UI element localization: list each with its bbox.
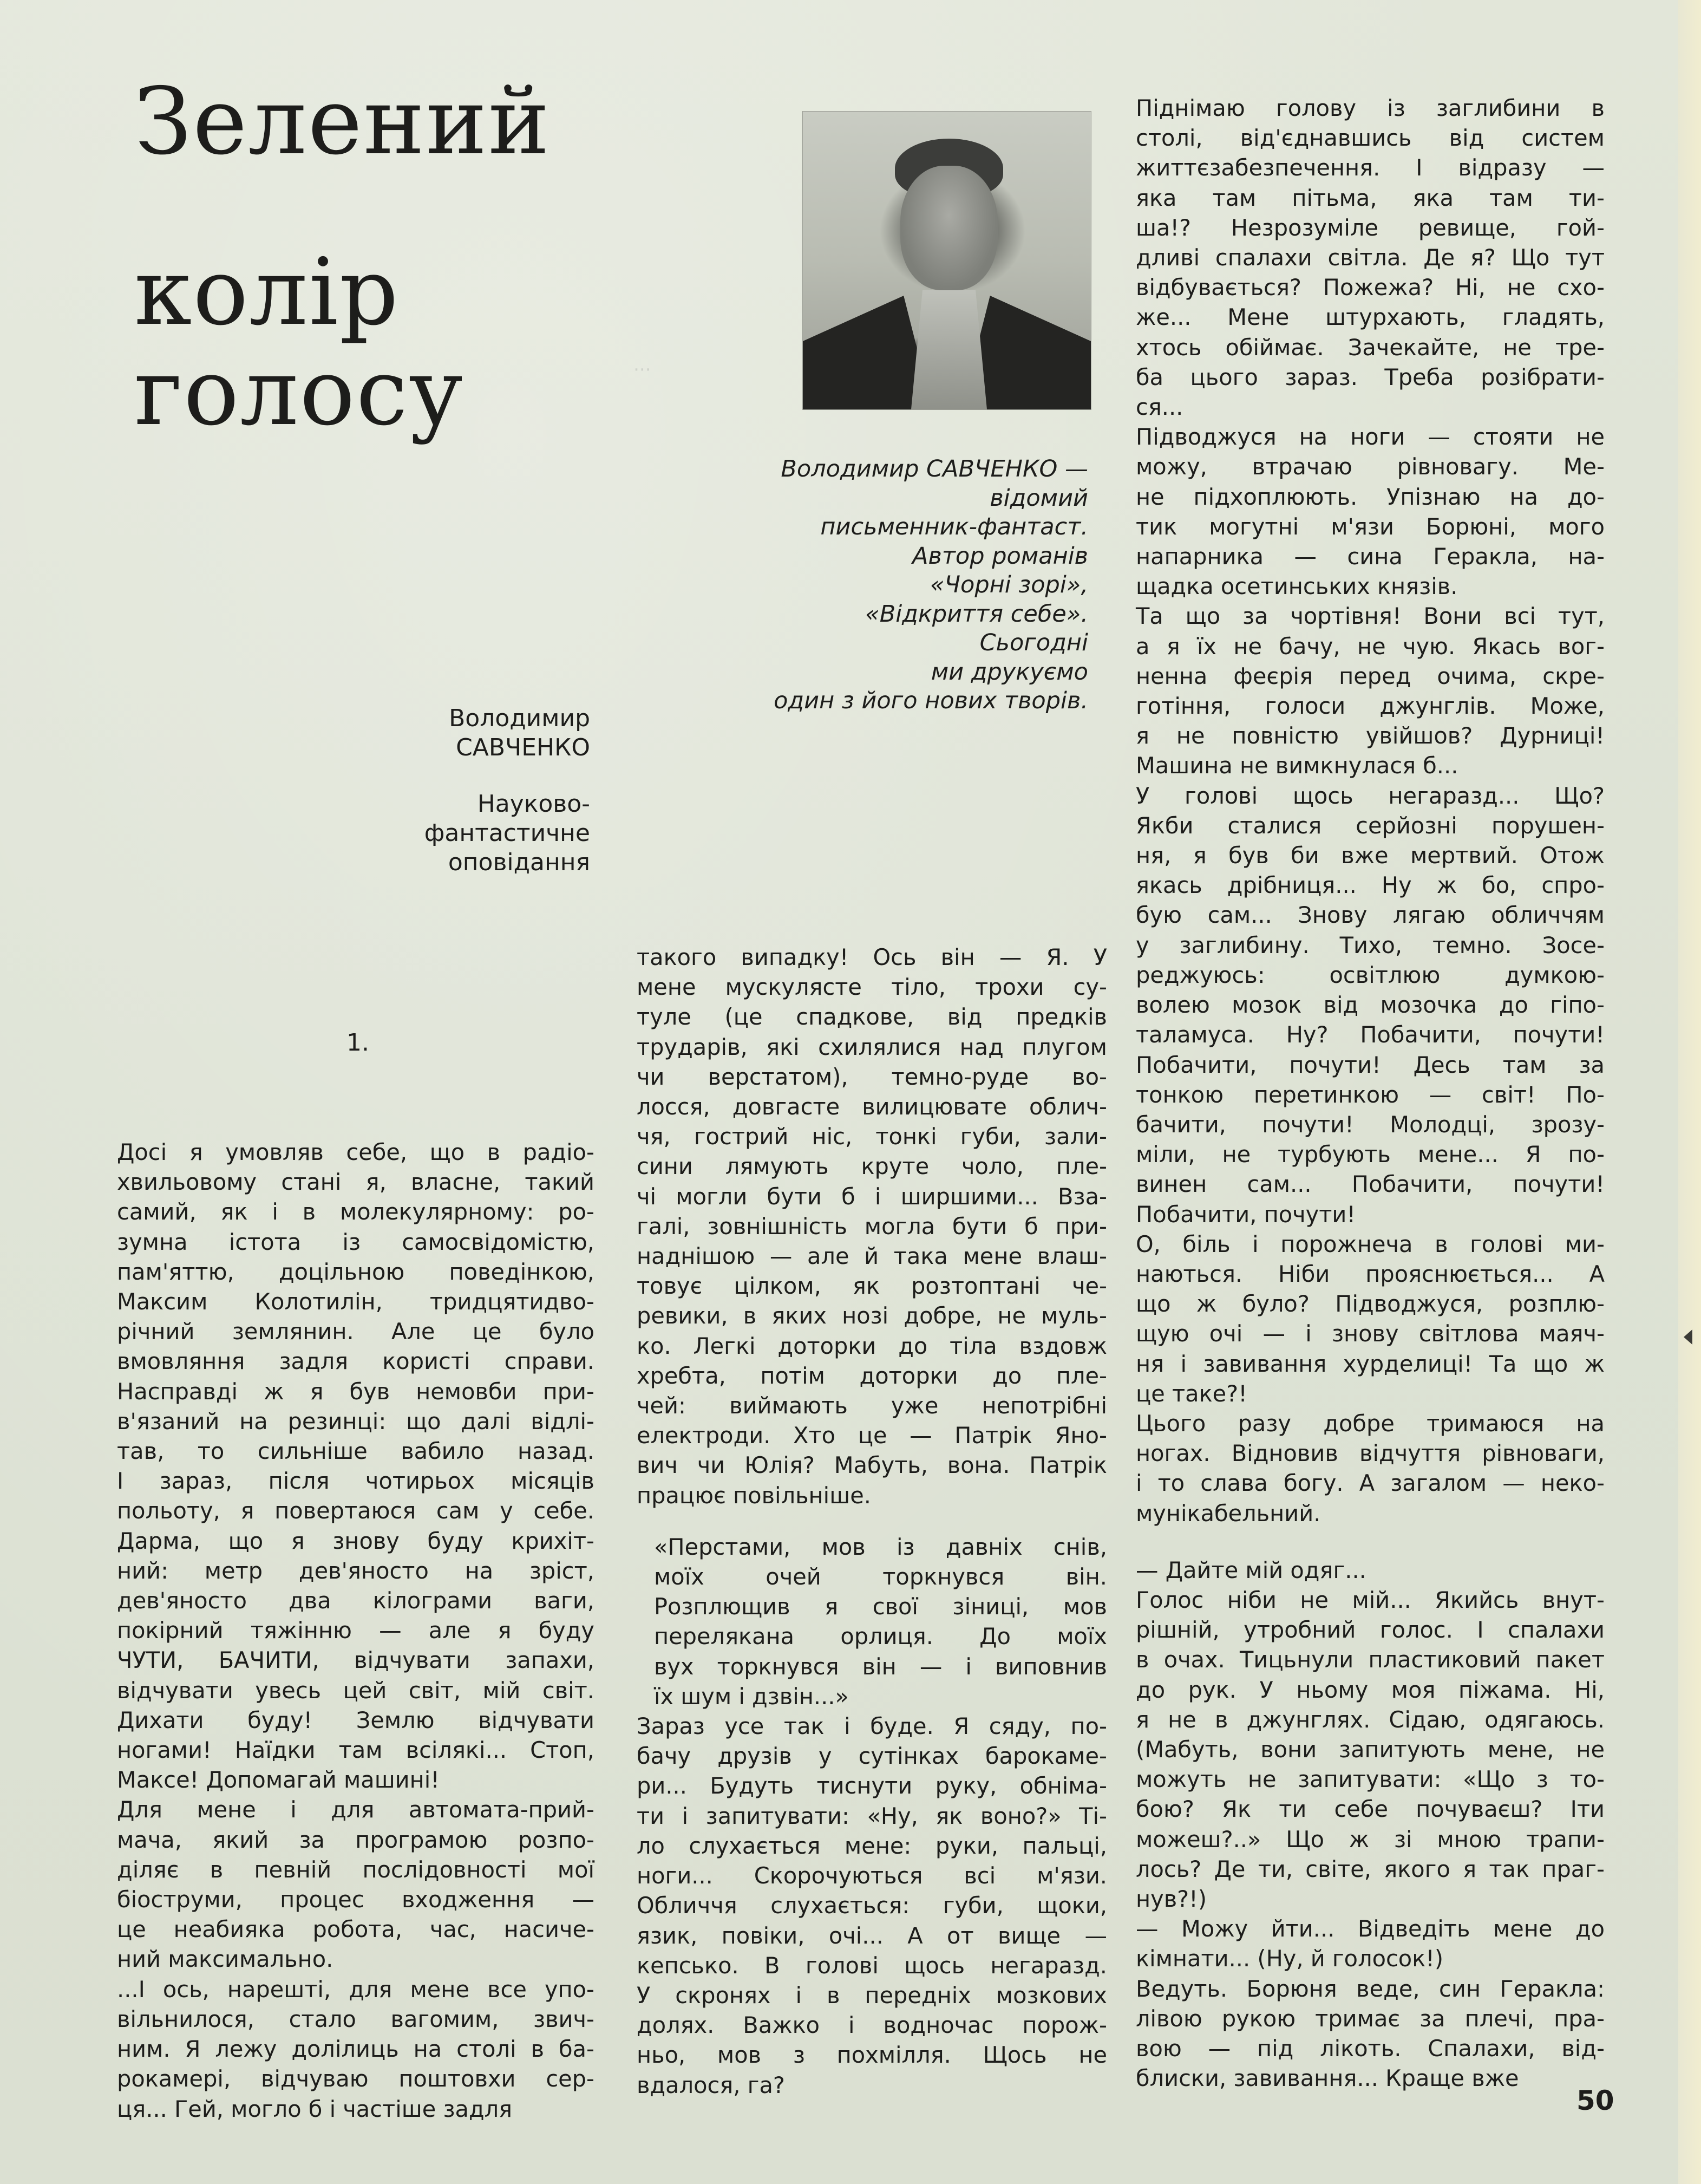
text-line: (Мабуть, вони запитують мене, не	[1136, 1736, 1605, 1763]
text-line: ти і запитувати: «Ну, як воно?» Ті-	[637, 1802, 1107, 1829]
text-line: не підхоплюють. Упізнаю на до-	[1136, 483, 1605, 510]
text-line: наднішою — але й така мене влаш-	[637, 1243, 1107, 1270]
photo-collar	[911, 290, 987, 409]
text-line: Дарма, що я знову буду крихіт-	[117, 1527, 594, 1554]
text-line: Зараз усе так і буде. Я сяду, по-	[637, 1713, 1107, 1740]
text-line: ревики, в яких нозі добре, не муль-	[637, 1302, 1107, 1329]
text-line: відчувати увесь цей світ, мій світ.	[117, 1677, 594, 1704]
text-line: долях. Важко і водночас порож-	[637, 2012, 1107, 2039]
caption-line: Автор романів	[912, 542, 1088, 570]
text-line: галі, зовнішність могла бути б при-	[637, 1212, 1107, 1240]
author-caption	[612, 455, 1088, 716]
text-line: ло слухається мене: руки, пальці,	[637, 1832, 1107, 1859]
text-line: ри... Будуть тиснути руку, обніма-	[637, 1772, 1107, 1800]
caption-line: письменник-фантаст.	[820, 513, 1088, 540]
text-line: пам'яттю, доцільною поведінкою,	[117, 1258, 594, 1285]
genre-line: Науково-фантастичне	[424, 790, 590, 847]
text-line: це неабияка робота, час, насиче-	[117, 1916, 594, 1943]
text-line: польоту, я повертаюся сам у себе.	[117, 1497, 594, 1524]
text-line: ЧУТИ, БАЧИТИ, відчувати запахи,	[117, 1647, 594, 1674]
text-line: Ведуть. Борюня веде, син Геракла:	[1136, 1975, 1605, 2002]
author-portrait-photo	[802, 111, 1091, 410]
text-line: ненна феєрія перед очима, скре-	[1136, 662, 1605, 689]
text-line: відбувається? Пожежа? Ні, не схо-	[1136, 274, 1605, 301]
text-line: можуть не запитувати: «Що з то-	[1136, 1766, 1605, 1793]
column-2-body	[637, 942, 1107, 1510]
text-line: ний: метр дев'яносто на зріст,	[117, 1557, 594, 1584]
text-line: волею мозок від мозочка до гіпо-	[1136, 992, 1605, 1019]
text-line: туле (це спадкове, від предків	[637, 1003, 1107, 1031]
text-line: Насправді ж я був немовби при-	[117, 1378, 594, 1405]
text-line: Обличчя слухається: губи, щоки,	[637, 1892, 1107, 1919]
text-line: Дихати буду! Землю відчувати	[117, 1706, 594, 1733]
text-line: річний землянин. Але це було	[117, 1318, 594, 1345]
column-3-body	[1136, 93, 1605, 1528]
text-line: У скронях і в передніх мозкових	[637, 1981, 1107, 2009]
text-line: такого випадку! Ось він — Я. У	[637, 944, 1107, 970]
column-3-body-continued	[1136, 1555, 1605, 2094]
text-line: рішній, утробний голос. І спалахи	[1136, 1616, 1605, 1644]
text-line: ня, я був би вже мертвий. Отож	[1136, 842, 1605, 869]
text-line: ша!? Незрозуміле ревище, гой-	[1136, 214, 1605, 241]
text-line: міли, не турбують мене... Я по-	[1136, 1141, 1605, 1168]
text-line: У голові щось негаразд... Що?	[1136, 782, 1605, 809]
text-line: чі могли бути б і ширшими... Вза-	[637, 1183, 1107, 1210]
caption-line: один з його нових творів.	[774, 687, 1088, 714]
photo-face	[900, 166, 998, 290]
text-line: кімнати... (Ну, й голосок!)	[1136, 1945, 1444, 1972]
caption-line: Сьогодні	[979, 629, 1088, 656]
text-line: щую очі — і знову світлова маяч-	[1136, 1320, 1605, 1347]
text-line: діляє в певній послідовності мої	[117, 1856, 594, 1883]
section-number: 1.	[346, 1029, 369, 1057]
text-line: блиски, завивання... Краще вже	[1136, 2065, 1519, 2092]
text-line: ...І ось, нарешті, для мене все упо-	[117, 1976, 594, 2003]
text-line: вух торкнувся він — і виповнив	[654, 1653, 1107, 1680]
text-line: — Можу йти... Відведіть мене до	[1136, 1915, 1605, 1942]
text-line: це таке?!	[1136, 1380, 1247, 1407]
text-line: же... Мене штурхають, гладять,	[1136, 304, 1605, 331]
text-line: чя, гострий ніс, тонкі губи, зали-	[637, 1123, 1107, 1150]
text-line: зумна істота із самосвідомістю,	[117, 1228, 594, 1255]
text-line: Для мене і для автомата-прий-	[117, 1796, 594, 1823]
text-line: Цього разу добре тримаюся на	[1136, 1410, 1605, 1437]
text-line: життєзабезпечення. І відразу —	[1136, 154, 1605, 181]
text-line: столі, від'єднавшись від систем	[1136, 125, 1605, 152]
text-line: ня і завивання хурделиці! Та що ж	[1136, 1350, 1605, 1377]
text-line: чей: виймають уже непотрібні	[637, 1392, 1107, 1419]
caption-line: відомий	[990, 484, 1088, 512]
text-line: ногах. Відновив відчуття рівноваги,	[1136, 1440, 1605, 1467]
text-line: язик, повіки, очі... А от вище —	[637, 1922, 1107, 1949]
text-line: їх шум і дзвін...»	[654, 1683, 849, 1710]
text-line: якась дрібниця... Ну ж бо, спро-	[1136, 872, 1605, 899]
text-line: вою — під лікоть. Спалахи, від-	[1136, 2035, 1605, 2062]
text-line: Голос ніби не мій... Якийсь внут-	[1136, 1586, 1605, 1613]
text-line: Якби сталися серйозні порушен-	[1136, 812, 1605, 839]
text-line: хтось обіймає. Зачекайте, не тре-	[1136, 334, 1605, 361]
text-line: що ж було? Підводжуся, розплю-	[1136, 1290, 1605, 1318]
text-line: «Перстами, мов із давніх снів,	[654, 1533, 1107, 1560]
text-line: тонкою перетинкою — світ! По-	[1136, 1081, 1605, 1108]
text-line: лосся, довгасте вилицювате облич-	[637, 1093, 1107, 1120]
text-line: наються. Ніби прояснюється... А	[1136, 1260, 1605, 1287]
text-line: ця... Гей, могло б і частіше задля	[117, 2095, 513, 2122]
spacer	[1136, 1528, 1605, 1555]
text-line: я не в джунглях. Сідаю, одягаюсь.	[1136, 1706, 1605, 1733]
caption-line: «Відкриття себе».	[865, 600, 1088, 628]
text-line: О, біль і порожнеча в голові ми-	[1136, 1230, 1605, 1257]
text-line: чи верстатом), темно-руде во-	[637, 1063, 1107, 1090]
text-line: Піднімаю голову із заглибини в	[1136, 95, 1605, 121]
text-line: моїх очей торкнувся він.	[654, 1563, 1107, 1590]
text-line: хвильовому стані я, власне, такий	[117, 1169, 594, 1196]
text-line: бою? Як ти себе почуваєш? Іти	[1136, 1796, 1605, 1823]
text-line: Підводжуся на ноги — стояти не	[1136, 423, 1605, 451]
caption-line: ми друкуємо	[931, 658, 1088, 686]
text-line: біоструми, процес входження —	[117, 1886, 594, 1913]
page-number: 50	[1576, 2085, 1614, 2116]
text-line: ньо, мов з похмілля. Щось не	[637, 2042, 1107, 2069]
text-line: електроди. Хто це — Патрік Яно-	[637, 1422, 1107, 1449]
text-line: Досі я умовляв себе, що в радіо-	[117, 1139, 594, 1165]
text-line: щадка осетинських князів.	[1136, 573, 1458, 600]
text-line: готіння, голоси джунглів. Може,	[1136, 693, 1605, 720]
text-line: вич чи Юлія? Мабуть, вона. Патрік	[637, 1452, 1107, 1479]
text-line: дливі спалахи світла. Де я? Що тут	[1136, 244, 1605, 271]
page-edge	[1678, 0, 1701, 2184]
margin-arrow-icon	[1684, 1329, 1692, 1345]
text-column-3	[1136, 93, 1605, 2093]
text-line: таламуса. Ну? Побачити, почути!	[1136, 1021, 1605, 1048]
text-line: ний максимально.	[117, 1946, 333, 1973]
text-line: нув?!)	[1136, 1885, 1207, 1912]
author-last-name: САВЧЕНКО	[456, 734, 590, 761]
text-line: самий, як і в молекулярному: ро-	[117, 1198, 594, 1225]
text-line: мунікабельний.	[1136, 1500, 1321, 1527]
text-line: Побачити, почути! Десь там за	[1136, 1051, 1605, 1078]
text-line: вмовляння задля користі справи.	[117, 1348, 594, 1375]
text-line: І зараз, після чотирьох місяців	[117, 1468, 594, 1495]
text-line: — Дайте мій одяг...	[1136, 1556, 1366, 1583]
text-line: працює повільніше.	[637, 1482, 871, 1509]
poem-quote	[637, 1532, 1107, 1711]
text-line: в очах. Тицьнули пластиковий пакет	[1136, 1646, 1605, 1673]
text-line: перелякана орлиця. До моїх	[654, 1623, 1107, 1650]
show-through-text: ···	[633, 359, 651, 381]
text-line: яка там пітьма, яка там ти-	[1136, 184, 1605, 211]
text-line: дев'яносто два кілограми ваги,	[117, 1587, 594, 1614]
text-line: трударів, які схилялися над плугом	[637, 1033, 1107, 1060]
text-line: вільнилося, стало вагомим, звич-	[117, 2005, 594, 2032]
text-line: рокамері, відчуваю поштовхи сер-	[117, 2065, 594, 2092]
text-line: вдалося, га?	[637, 2071, 785, 2098]
title-line: голосу	[134, 339, 464, 446]
text-line: я не повністю увійшов? Дурниці!	[1136, 722, 1605, 749]
text-line: покірний тяжінню — але я буду	[117, 1617, 594, 1644]
text-line: винен сам... Побачити, почути!	[1136, 1171, 1605, 1198]
spacer	[637, 1510, 1107, 1532]
text-line: а я їх не бачу, не чую. Якась вог-	[1136, 633, 1605, 660]
text-line: напарника — сина Геракла, на-	[1136, 543, 1605, 570]
text-line: до рук. У ньому моя піжама. Ні,	[1136, 1676, 1605, 1703]
text-line: можу, втрачаю рівновагу. Ме-	[1136, 453, 1605, 480]
text-line: ба цього зараз. Треба розібрати-	[1136, 363, 1605, 390]
text-line: тав, то сильніше вабило назад.	[117, 1438, 594, 1465]
caption-line: Володимир САВЧЕНКО —	[781, 455, 1088, 483]
text-line: тик могутні м'язи Борюні, мого	[1136, 513, 1605, 540]
text-line: кепсько. В голові щось негаразд.	[637, 1952, 1107, 1979]
text-line: Машина не вимкнулася б...	[1136, 752, 1458, 779]
text-line: ним. Я лежу долілиць на столі в ба-	[117, 2036, 594, 2063]
text-line: сини лямують круте чоло, пле-	[637, 1153, 1107, 1180]
text-line: у заглибину. Тихо, темно. Зосе-	[1136, 931, 1605, 959]
text-line: реджуюсь: освітлюю думкою-	[1136, 961, 1605, 988]
text-line: товує цілком, як розтоптані че-	[637, 1273, 1107, 1300]
text-column-1	[117, 1137, 594, 2124]
byline	[346, 704, 590, 877]
text-line: бую сам... Знову лягаю обличчям	[1136, 902, 1605, 929]
text-line: в'язаний на резинці: що далі відлі-	[117, 1407, 594, 1435]
text-line: Максим Колотилін, тридцятидво-	[117, 1288, 594, 1315]
text-line: бачу друзів у сутінках барокаме-	[637, 1743, 1107, 1770]
text-line: ко. Легкі доторки до тіла вздовж	[637, 1332, 1107, 1359]
text-line: ся...	[1136, 394, 1183, 421]
text-column-2	[637, 942, 1107, 2100]
title-line: Зелений	[134, 68, 551, 175]
author-first-name: Володимир	[449, 705, 590, 732]
text-line: лось? Де ти, світе, якого я так праг-	[1136, 1855, 1605, 1882]
column-2-body-continued	[637, 1711, 1107, 2100]
text-line: мене мускулясте тіло, трохи су-	[637, 974, 1107, 1001]
title-line: колір	[134, 239, 400, 346]
genre-line: оповідання	[448, 849, 590, 876]
text-line: хребта, потім доторки до пле-	[637, 1362, 1107, 1389]
text-line: мача, який за програмою розпо-	[117, 1826, 594, 1853]
caption-line: «Чорні зорі»,	[930, 571, 1088, 598]
text-line: Побачити, почути!	[1136, 1201, 1356, 1228]
text-line: можеш?..» Що ж зі мною трапи-	[1136, 1826, 1605, 1853]
text-line: ноги... Скорочуються всі м'язи.	[637, 1862, 1107, 1889]
text-line: лівою рукою тримає за плечі, пра-	[1136, 2005, 1605, 2032]
text-line: Та що за чортівня! Вони всі тут,	[1136, 603, 1605, 630]
text-line: Максе! Допомагай машині!	[117, 1766, 440, 1794]
text-line: ногами! Наїдки там всілякі... Стоп,	[117, 1737, 594, 1764]
text-line: Розплющив я свої зіниці, мов	[654, 1593, 1107, 1620]
text-line: бачити, почути! Молодці, зрозу-	[1136, 1111, 1605, 1138]
text-line: і то слава богу. А загалом — неко-	[1136, 1470, 1605, 1497]
